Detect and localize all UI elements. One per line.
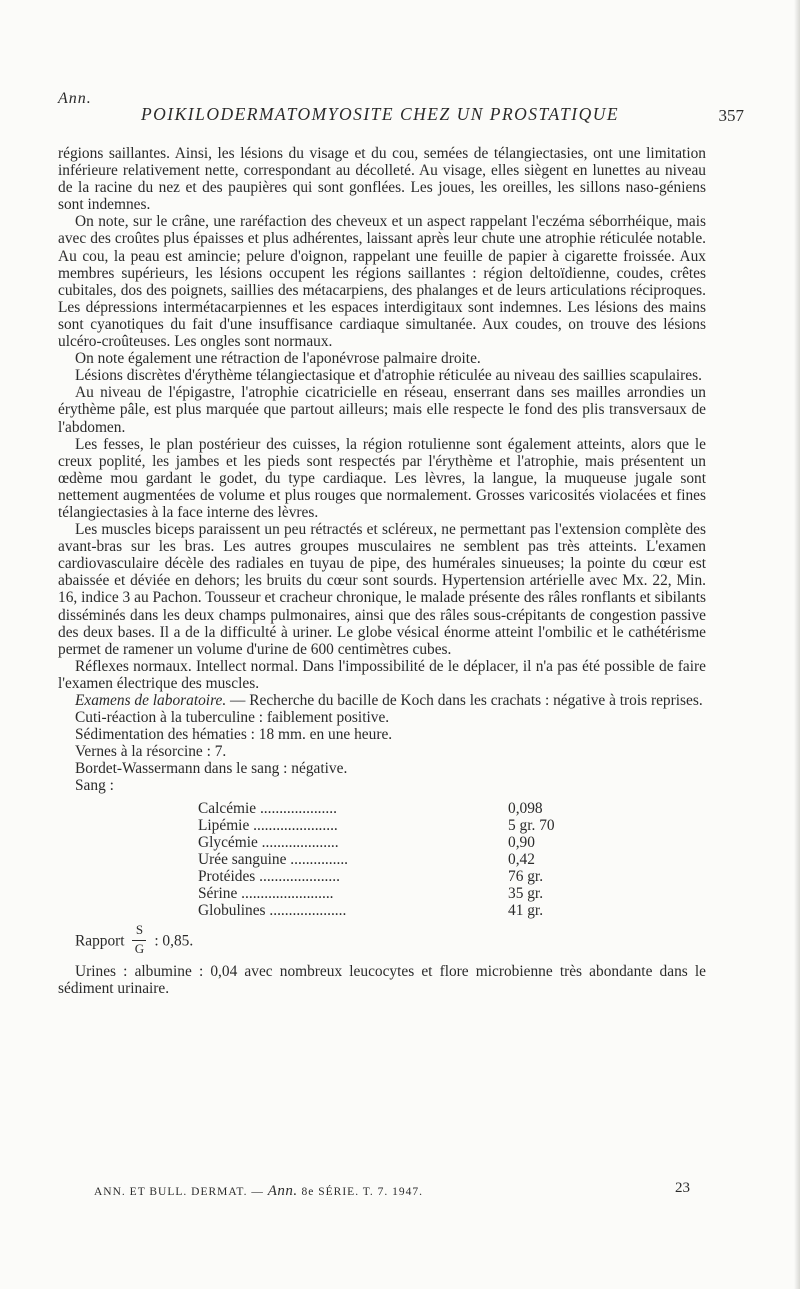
- lab-line: Vernes à la résorcine : 7.: [75, 743, 227, 761]
- footer-series: 8e SÉRIE. T. 7. 1947.: [301, 1186, 424, 1198]
- blood-label: Lipémie ......................: [198, 816, 338, 834]
- blood-label: Sérine ........................: [198, 885, 334, 903]
- lab-line: Bordet-Wassermann dans le sang : négative.: [75, 760, 348, 778]
- table-row: [198, 885, 555, 902]
- blood-label: Globulines ....................: [198, 902, 347, 920]
- signature-number: 23: [675, 1180, 690, 1196]
- page-number: 357: [718, 106, 744, 125]
- blood-value: 76 gr.: [508, 867, 544, 885]
- blood-label: Glycémie ....................: [198, 833, 339, 851]
- paragraph: On note également une rétraction de l'aponévrose palmaire droite.: [75, 350, 481, 368]
- blood-values-table: [198, 800, 555, 920]
- rapport-line: [75, 922, 706, 963]
- sang-label: Sang :: [75, 777, 114, 795]
- blood-value: 0,90: [508, 833, 535, 851]
- table-row: [198, 834, 555, 851]
- lab-line: Sédimentation des hématies : 18 mm. en une heure.: [75, 726, 393, 744]
- blood-label: Calcémie ....................: [198, 799, 337, 817]
- lab-section-intro: [58, 692, 706, 709]
- journal-abbreviation: Ann.: [58, 90, 92, 107]
- blood-value: 5 gr. 70: [508, 816, 555, 834]
- s-over-g-fraction: [128, 922, 150, 959]
- blood-value: 41 gr.: [508, 902, 544, 920]
- running-title: POIKILODERMATOMYOSITE CHEZ UN PROSTATIQUE: [140, 104, 620, 124]
- table-row: [198, 851, 555, 868]
- paragraph: Les fesses, le plan postérieur des cuisses, la région rotulienne sont également atteints, alors que le creux poplité, les jambes et les pieds sont respectés par l'érythème et l'atrophie, mais présentent un œdème mou gardant le godet, du type cardiaque. Les lèvres, la langue, la muqueuse jugale sont nettement augmentées de volume et plus rouges que normalement. Grosses varicosités violacées et fines télangiectasies à la face interne des lèvres.: [58, 435, 706, 521]
- table-row: [198, 868, 555, 885]
- footer-citation: [94, 1183, 423, 1200]
- paragraph: Lésions discrètes d'érythème télangiectasique et d'atrophie réticulée au niveau des saillies scapulaires.: [75, 367, 702, 385]
- koch-result: — Recherche du bacille de Koch dans les crachats : négative à trois reprises.: [226, 692, 703, 709]
- urines-result: Urines : albumine : 0,04 avec nombreux leucocytes et flore microbienne très abondante dans le sédiment urinaire.: [58, 963, 706, 998]
- paragraph: régions saillantes. Ainsi, les lésions du visage et du cou, semées de télangiectasies, ont une limitation inférieure relativement nette, correspondant au décolleté. Au visage, elles siègent en lunettes au niveau de la racine du nez et des paupières qui sont gonflées. Les joues, les oreilles, les sillons naso-géniens sont indemnes.: [58, 145, 706, 214]
- footer-journal: ANN. ET BULL. DERMAT. —: [94, 1186, 264, 1198]
- page-edge-shadow: [794, 0, 800, 1289]
- paragraph: Les muscles biceps paraissent un peu rétractés et scléreux, ne permettant pas l'extension complète des avant-bras sur les bras. Les autres groupes musculaires ne semblent pas très atteints. L'examen cardiovasculaire décèle des radiales en tuyau de pipe, des humérales sinueuses; la pointe du cœur est abaissée et déviée en dehors; les bruits du cœur sont sourds. Hypertension artérielle avec Mx. 22, Min. 16, indice 3 au Pachon. Tousseur et cracheur chronique, le malade présente des râles ronflants et sibilants disséminés dans les deux champs pulmonaires, ainsi que des râles sous-crépitants de congestion passive des deux bases. Il a de la difficulté à uriner. Le globe vésical énorme atteint l'ombilic et le cathétérisme permet de ramener un volume d'urine de 600 centimètres cubes.: [58, 521, 706, 658]
- table-row: [198, 800, 555, 817]
- table-row: [198, 817, 555, 834]
- rapport-value: : 0,85.: [154, 932, 194, 950]
- article-body: [58, 145, 706, 997]
- blood-value: 35 gr.: [508, 885, 544, 903]
- lab-heading: Examens de laboratoire.: [75, 692, 227, 709]
- blood-value: 0,42: [508, 850, 535, 868]
- rapport-label: Rapport: [75, 932, 125, 950]
- paragraph: Au niveau de l'épigastre, l'atrophie cicatricielle en réseau, enserrant dans ses mailles arrondies un érythème pâle, est plus marquée que partout ailleurs; mais elle respecte le fond des plis transversaux de l'abdomen.: [58, 384, 706, 436]
- fraction-denominator: G: [134, 941, 145, 957]
- footer-journal-italic: Ann.: [267, 1183, 298, 1199]
- table-row: [198, 902, 555, 919]
- lab-line: Cuti-réaction à la tuberculine : faiblement positive.: [75, 709, 390, 727]
- paragraph: Réflexes normaux. Intellect normal. Dans l'impossibilité de le déplacer, il n'a pas été possible de faire l'examen électrique des muscles.: [58, 657, 706, 692]
- blood-value: 0,098: [508, 799, 543, 817]
- paragraph: On note, sur le crâne, une raréfaction des cheveux et un aspect rappelant l'eczéma séborrhéique, mais avec des croûtes plus épaisses et plus adhérentes, laissant après leur chute une atrophie réticulée notable. Au cou, la peau est amincie; pelure d'oignon, rappelant une feuille de papier à cigarette froissée. Aux membres supérieurs, les lésions occupent les régions saillantes : région deltoïdienne, coudes, crêtes cubitales, dos des poignets, saillies des métacarpiens, des phalanges et de leurs articulations réciproques. Les dépressions intermétacarpiennes et les espaces interdigitaux sont indemnes. Les lésions des mains sont cyanotiques du fait d'une insuffisance cardiaque simultanée. Aux coudes, on trouve des lésions ulcéro-croûteuses. Les ongles sont normaux.: [58, 213, 706, 351]
- fraction-numerator: S: [135, 922, 144, 938]
- blood-label: Protéides .....................: [198, 867, 340, 885]
- blood-label: Urée sanguine ...............: [198, 850, 349, 868]
